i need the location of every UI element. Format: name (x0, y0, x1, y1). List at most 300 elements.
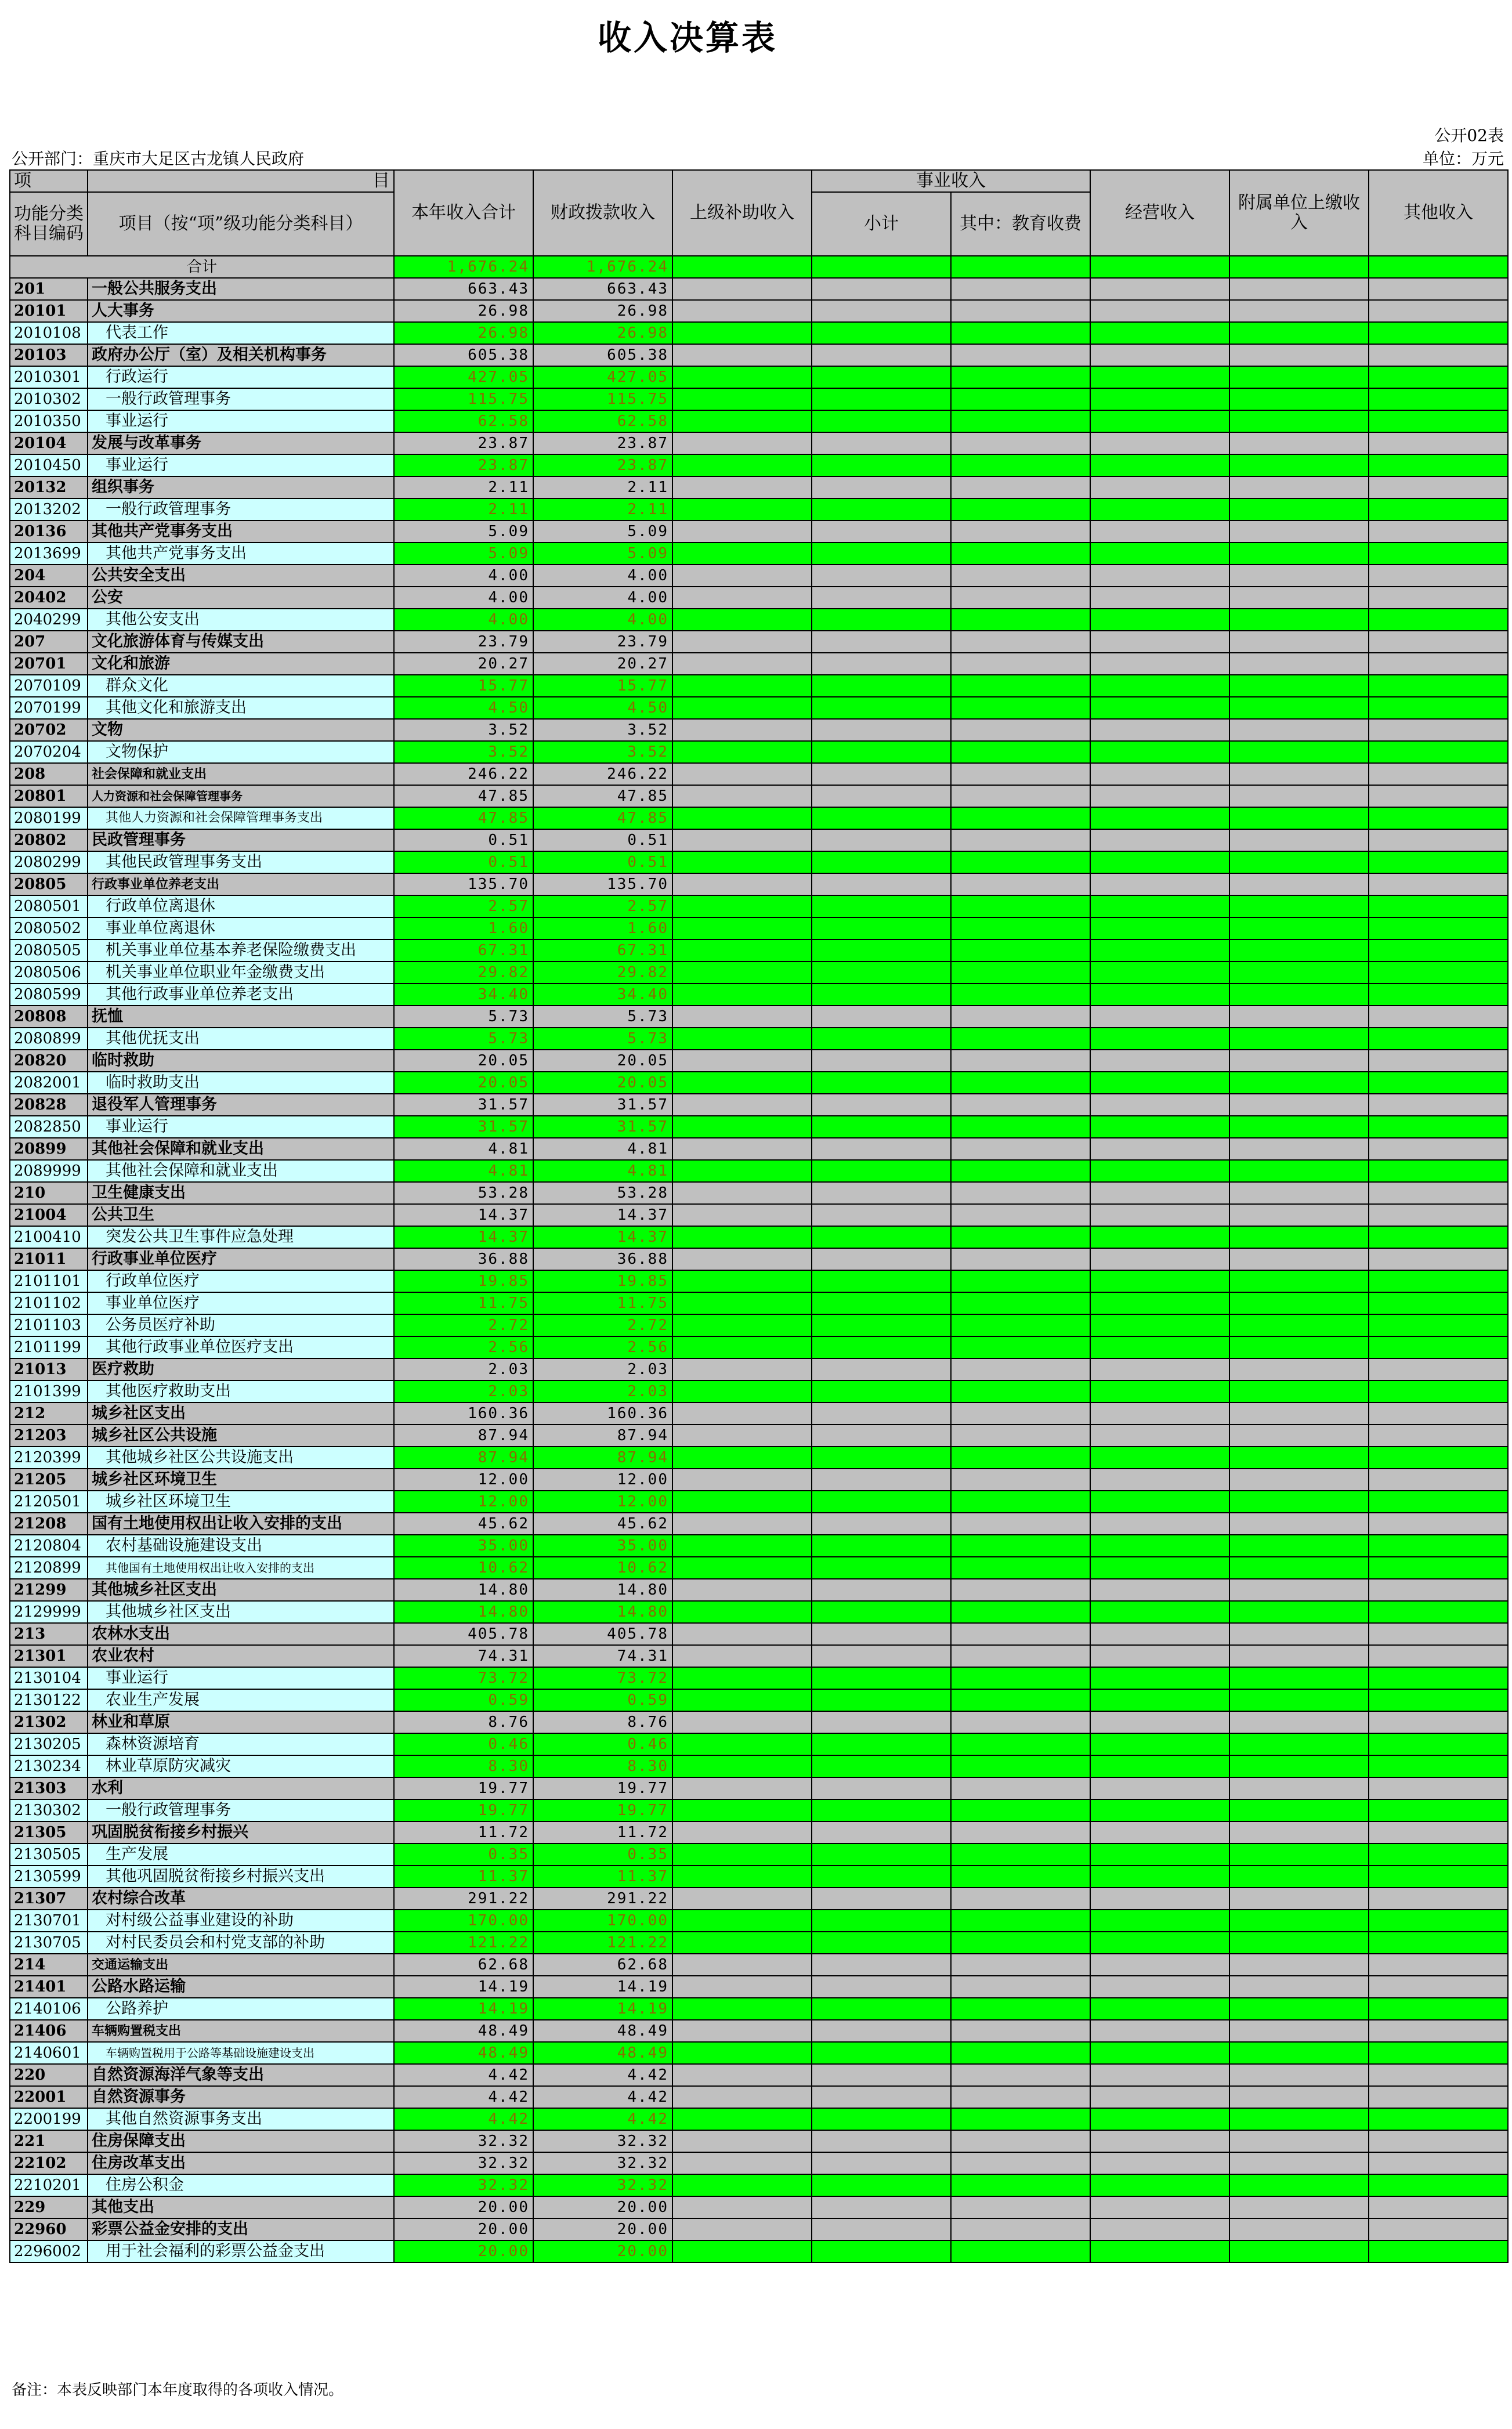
row-fiscal: 2.03 (533, 1380, 672, 1403)
row-empty-cell (1369, 1248, 1508, 1270)
row-empty-cell (812, 1799, 951, 1821)
row-empty-cell (1090, 1976, 1229, 1998)
row-empty-cell (672, 565, 812, 587)
row-total: 15.77 (394, 675, 533, 697)
row-total: 26.98 (394, 300, 533, 322)
row-empty-cell (1229, 565, 1369, 587)
row-name: 代表工作 (88, 322, 394, 344)
table-row (10, 631, 1508, 653)
table-row (10, 741, 1508, 763)
row-fiscal: 4.81 (533, 1160, 672, 1182)
row-empty-cell (672, 1799, 812, 1821)
table-row (10, 278, 1508, 300)
row-name: 其他支出 (88, 2196, 394, 2218)
row-empty-cell (1369, 1270, 1508, 1292)
row-empty-cell (1229, 962, 1369, 984)
row-empty-cell (812, 697, 951, 719)
row-code: 2010108 (10, 322, 88, 344)
row-empty-cell (951, 697, 1090, 719)
row-name: 事业运行 (88, 1667, 394, 1689)
row-empty-cell (812, 1645, 951, 1667)
row-code: 2010350 (10, 410, 88, 432)
row-name: 行政运行 (88, 366, 394, 388)
row-name: 自然资源海洋气象等支出 (88, 2064, 394, 2086)
row-code: 2010301 (10, 366, 88, 388)
row-total: 45.62 (394, 1513, 533, 1535)
table-row (10, 719, 1508, 741)
row-empty-cell (1369, 1535, 1508, 1557)
row-empty-cell (1090, 454, 1229, 476)
row-total: 4.00 (394, 565, 533, 587)
row-empty-cell (672, 1006, 812, 1028)
row-total: 29.82 (394, 962, 533, 984)
row-name: 农村基础设施建设支出 (88, 1535, 394, 1557)
row-empty-cell (951, 1535, 1090, 1557)
row-empty-cell (812, 1182, 951, 1204)
row-code: 2013699 (10, 543, 88, 565)
row-empty-cell (1090, 2196, 1229, 2218)
total-fiscal: 1,676.24 (533, 256, 672, 278)
table-row (10, 1469, 1508, 1491)
row-fiscal: 121.22 (533, 1932, 672, 1954)
row-empty-cell (1090, 2218, 1229, 2240)
row-empty-cell (1369, 1072, 1508, 1094)
row-total: 19.85 (394, 1270, 533, 1292)
row-empty-cell (812, 587, 951, 609)
row-code: 21307 (10, 1888, 88, 1910)
row-empty-cell (1369, 1601, 1508, 1623)
row-empty-cell (672, 410, 812, 432)
row-empty-cell (672, 1072, 812, 1094)
row-empty-cell (1369, 1579, 1508, 1601)
row-empty-cell (672, 1270, 812, 1292)
row-empty-cell (812, 2196, 951, 2218)
row-empty-cell (1090, 1050, 1229, 1072)
row-empty-cell (951, 1910, 1090, 1932)
row-empty-cell (812, 2108, 951, 2130)
table-row (10, 1292, 1508, 1314)
row-total: 73.72 (394, 1667, 533, 1689)
row-fiscal: 26.98 (533, 300, 672, 322)
row-empty-cell (1090, 1998, 1229, 2020)
row-empty-cell (951, 1821, 1090, 1844)
row-empty-cell (812, 1270, 951, 1292)
row-empty-cell (1090, 322, 1229, 344)
row-empty-cell (951, 565, 1090, 587)
row-empty-cell (1369, 1711, 1508, 1733)
row-fiscal: 5.09 (533, 543, 672, 565)
row-empty-cell (812, 873, 951, 895)
row-empty-cell (1369, 917, 1508, 939)
row-empty-cell (1369, 366, 1508, 388)
row-empty-cell (1090, 1292, 1229, 1314)
row-empty-cell (951, 1491, 1090, 1513)
row-empty-cell (1090, 1513, 1229, 1535)
row-total: 115.75 (394, 388, 533, 410)
table-row (10, 1733, 1508, 1755)
income-table (9, 169, 1509, 2263)
row-fiscal: 20.00 (533, 2240, 672, 2262)
row-empty-cell (812, 1403, 951, 1425)
table-row (10, 1094, 1508, 1116)
row-empty-cell (1229, 2130, 1369, 2152)
row-name: 国有土地使用权出让收入安排的支出 (88, 1513, 394, 1535)
row-name: 城乡社区支出 (88, 1403, 394, 1425)
row-empty-cell (672, 322, 812, 344)
row-empty-cell (812, 2152, 951, 2174)
row-empty-cell (1090, 1844, 1229, 1866)
row-empty-cell (1229, 1954, 1369, 1976)
table-row (10, 1711, 1508, 1733)
row-fiscal: 2.57 (533, 895, 672, 917)
row-empty-cell (672, 1182, 812, 1204)
row-empty-cell (1090, 1138, 1229, 1160)
table-row (10, 1689, 1508, 1711)
row-empty-cell (1369, 1733, 1508, 1755)
row-empty-cell (1229, 1403, 1369, 1425)
row-empty-cell (1090, 498, 1229, 520)
row-empty-cell (1090, 1645, 1229, 1667)
row-empty-cell (1229, 1447, 1369, 1469)
row-empty-cell (951, 2240, 1090, 2262)
row-empty-cell (1090, 1403, 1229, 1425)
row-empty-cell (951, 1425, 1090, 1447)
row-empty-cell (1090, 1755, 1229, 1777)
row-empty-cell (1369, 1380, 1508, 1403)
row-total: 14.37 (394, 1204, 533, 1226)
row-empty-cell (1369, 1491, 1508, 1513)
row-empty-cell (812, 1667, 951, 1689)
row-empty-cell (812, 1094, 951, 1116)
table-row (10, 873, 1508, 895)
row-name: 用于社会福利的彩票公益金支出 (88, 2240, 394, 2262)
row-empty-cell (1090, 785, 1229, 807)
row-empty-cell (812, 2020, 951, 2042)
row-empty-cell (1369, 1910, 1508, 1932)
row-empty-cell (1369, 1050, 1508, 1072)
row-empty-cell (1369, 2042, 1508, 2064)
row-name: 文物保护 (88, 741, 394, 763)
row-empty-cell (1229, 1094, 1369, 1116)
row-empty-cell (1229, 1513, 1369, 1535)
row-empty-cell (812, 1248, 951, 1270)
row-name: 其他巩固脱贫衔接乡村振兴支出 (88, 1866, 394, 1888)
row-name: 文物 (88, 719, 394, 741)
row-empty-cell (672, 1094, 812, 1116)
row-empty-cell (1369, 962, 1508, 984)
row-code: 20808 (10, 1006, 88, 1028)
row-fiscal: 10.62 (533, 1557, 672, 1579)
row-empty-cell (1229, 2108, 1369, 2130)
row-total: 14.80 (394, 1579, 533, 1601)
row-name: 突发公共卫生事件应急处理 (88, 1226, 394, 1248)
row-empty-cell (1090, 1601, 1229, 1623)
row-empty-cell (1369, 675, 1508, 697)
row-total: 605.38 (394, 344, 533, 366)
row-empty-cell (812, 939, 951, 962)
row-empty-cell (812, 675, 951, 697)
row-empty-cell (1229, 675, 1369, 697)
row-name: 林业草原防灾减灾 (88, 1755, 394, 1777)
row-empty-cell (672, 1932, 812, 1954)
row-code: 2140106 (10, 1998, 88, 2020)
row-fiscal: 73.72 (533, 1667, 672, 1689)
row-empty-cell (1369, 1336, 1508, 1358)
row-empty-cell (1369, 1667, 1508, 1689)
row-empty-cell (812, 1314, 951, 1336)
row-fiscal: 14.37 (533, 1204, 672, 1226)
row-name: 其他城乡社区支出 (88, 1601, 394, 1623)
row-fiscal: 26.98 (533, 322, 672, 344)
row-empty-cell (812, 763, 951, 785)
row-empty-cell (951, 873, 1090, 895)
row-name: 公路水路运输 (88, 1976, 394, 1998)
row-code: 2070109 (10, 675, 88, 697)
row-empty-cell (812, 1204, 951, 1226)
row-empty-cell (672, 543, 812, 565)
header-fiscal: 财政拨款收入 (533, 170, 672, 256)
row-empty-cell (672, 278, 812, 300)
row-empty-cell (1229, 410, 1369, 432)
row-code: 2080299 (10, 851, 88, 873)
row-empty-cell (1090, 2108, 1229, 2130)
row-empty-cell (951, 1755, 1090, 1777)
row-empty-cell (951, 1116, 1090, 1138)
row-total: 23.79 (394, 631, 533, 653)
row-empty-cell (951, 1138, 1090, 1160)
row-empty-cell (672, 1976, 812, 1998)
row-name: 临时救助 (88, 1050, 394, 1072)
row-empty-cell (951, 2108, 1090, 2130)
row-empty-cell (1229, 1028, 1369, 1050)
row-empty-cell (672, 1910, 812, 1932)
row-empty-cell (951, 587, 1090, 609)
row-total: 20.00 (394, 2196, 533, 2218)
row-code: 21303 (10, 1777, 88, 1799)
row-empty-cell (672, 609, 812, 631)
row-empty-cell (1229, 1799, 1369, 1821)
row-name: 卫生健康支出 (88, 1182, 394, 1204)
row-name: 机关事业单位职业年金缴费支出 (88, 962, 394, 984)
row-name: 其他自然资源事务支出 (88, 2108, 394, 2130)
row-empty-cell (812, 1623, 951, 1645)
row-total: 14.80 (394, 1601, 533, 1623)
row-empty-cell (1090, 1380, 1229, 1403)
row-empty-cell (1090, 2130, 1229, 2152)
table-row (10, 1050, 1508, 1072)
row-empty-cell (1369, 939, 1508, 962)
table-row (10, 697, 1508, 719)
table-row (10, 388, 1508, 410)
row-fiscal: 4.00 (533, 565, 672, 587)
row-empty-cell (1369, 278, 1508, 300)
row-fiscal: 36.88 (533, 1248, 672, 1270)
row-code: 2130302 (10, 1799, 88, 1821)
row-empty-cell (1369, 1755, 1508, 1777)
row-empty-cell (672, 1314, 812, 1336)
row-name: 其他城乡社区支出 (88, 1579, 394, 1601)
row-empty-cell (951, 2174, 1090, 2196)
row-code: 2120399 (10, 1447, 88, 1469)
row-empty-cell (1090, 1623, 1229, 1645)
row-name: 其他优抚支出 (88, 1028, 394, 1050)
header-code: 功能分类科目编码 (10, 192, 88, 256)
row-empty-cell (812, 1116, 951, 1138)
row-empty-cell (672, 763, 812, 785)
table-row (10, 1182, 1508, 1204)
row-empty-cell (1229, 984, 1369, 1006)
row-empty-cell (1369, 1358, 1508, 1380)
row-total: 8.30 (394, 1755, 533, 1777)
row-empty-cell (1229, 476, 1369, 498)
row-empty-cell (672, 1844, 812, 1866)
row-fiscal: 115.75 (533, 388, 672, 410)
row-total: 34.40 (394, 984, 533, 1006)
table-row (10, 675, 1508, 697)
row-empty-cell (812, 1050, 951, 1072)
row-total: 2.57 (394, 895, 533, 917)
row-empty-cell (1229, 1469, 1369, 1491)
row-empty-cell (672, 1866, 812, 1888)
row-name: 事业运行 (88, 454, 394, 476)
table-row (10, 2042, 1508, 2064)
row-empty-cell (812, 1733, 951, 1755)
row-fiscal: 48.49 (533, 2042, 672, 2064)
row-empty-cell (1369, 1844, 1508, 1866)
table-row (10, 1072, 1508, 1094)
row-empty-cell (1229, 895, 1369, 917)
row-fiscal: 3.52 (533, 719, 672, 741)
total-label: 合计 (10, 256, 394, 278)
row-total: 87.94 (394, 1425, 533, 1447)
row-name: 事业单位离退休 (88, 917, 394, 939)
table-row (10, 1358, 1508, 1380)
row-empty-cell (672, 1469, 812, 1491)
row-fiscal: 5.09 (533, 520, 672, 543)
row-code: 20103 (10, 344, 88, 366)
row-empty-cell (672, 1711, 812, 1733)
row-empty-cell (812, 1469, 951, 1491)
row-empty-cell (672, 2218, 812, 2240)
row-name: 森林资源培育 (88, 1733, 394, 1755)
row-empty-cell (812, 278, 951, 300)
row-name: 其他公安支出 (88, 609, 394, 631)
row-fiscal: 1.60 (533, 917, 672, 939)
row-empty-cell (672, 2174, 812, 2196)
row-empty-cell (951, 631, 1090, 653)
row-empty-cell (1229, 1292, 1369, 1314)
row-code: 2010450 (10, 454, 88, 476)
row-empty-cell (1090, 1535, 1229, 1557)
row-total: 4.00 (394, 587, 533, 609)
row-total: 4.81 (394, 1138, 533, 1160)
row-code: 220 (10, 2064, 88, 2086)
row-empty-cell (1369, 1204, 1508, 1226)
row-empty-cell (951, 895, 1090, 917)
row-empty-cell (1090, 1711, 1229, 1733)
row-empty-cell (951, 1976, 1090, 1998)
row-empty-cell (1369, 1028, 1508, 1050)
row-empty-cell (672, 1733, 812, 1755)
row-name: 其他城乡社区公共设施支出 (88, 1447, 394, 1469)
row-empty-cell (1090, 432, 1229, 454)
row-fiscal: 14.19 (533, 1998, 672, 2020)
row-name: 政府办公厅（室）及相关机构事务 (88, 344, 394, 366)
row-name: 彩票公益金安排的支出 (88, 2218, 394, 2240)
row-empty-cell (672, 697, 812, 719)
row-empty-cell (951, 829, 1090, 851)
row-empty-cell (1090, 2020, 1229, 2042)
row-fiscal: 4.81 (533, 1138, 672, 1160)
row-empty-cell (672, 2108, 812, 2130)
row-empty-cell (812, 741, 951, 763)
row-empty-cell (1090, 2086, 1229, 2108)
row-name: 机关事业单位基本养老保险缴费支出 (88, 939, 394, 962)
row-total: 4.42 (394, 2108, 533, 2130)
row-empty-cell (1090, 1072, 1229, 1094)
row-empty-cell (672, 432, 812, 454)
row-empty-cell (951, 498, 1090, 520)
row-empty-cell (812, 344, 951, 366)
row-total: 405.78 (394, 1623, 533, 1645)
row-name: 车辆购置税支出 (88, 2020, 394, 2042)
row-code: 208 (10, 763, 88, 785)
row-empty-cell (951, 807, 1090, 829)
row-empty-cell (672, 785, 812, 807)
row-empty-cell (672, 1954, 812, 1976)
table-row (10, 520, 1508, 543)
row-empty-cell (951, 520, 1090, 543)
row-fiscal: 48.49 (533, 2020, 672, 2042)
table-row (10, 1755, 1508, 1777)
row-empty-cell (1229, 1358, 1369, 1380)
row-empty-cell (1369, 1292, 1508, 1314)
row-empty-cell (1229, 1667, 1369, 1689)
row-total: 32.32 (394, 2152, 533, 2174)
row-fiscal: 246.22 (533, 763, 672, 785)
row-empty-cell (951, 917, 1090, 939)
row-empty-cell (672, 1535, 812, 1557)
row-empty-cell (1369, 1888, 1508, 1910)
row-empty-cell (1229, 1226, 1369, 1248)
row-empty-cell (1090, 476, 1229, 498)
row-empty-cell (951, 1557, 1090, 1579)
row-empty-cell (951, 1711, 1090, 1733)
row-fiscal: 67.31 (533, 939, 672, 962)
row-code: 2200199 (10, 2108, 88, 2130)
row-total: 2.11 (394, 476, 533, 498)
row-name: 一般行政管理事务 (88, 388, 394, 410)
row-name: 农村综合改革 (88, 1888, 394, 1910)
row-empty-cell (951, 322, 1090, 344)
row-name: 其他行政事业单位养老支出 (88, 984, 394, 1006)
row-fiscal: 35.00 (533, 1535, 672, 1557)
row-fiscal: 23.87 (533, 454, 672, 476)
row-empty-cell (1090, 1336, 1229, 1358)
row-fiscal: 29.82 (533, 962, 672, 984)
table-row (10, 962, 1508, 984)
row-empty-cell (1229, 1645, 1369, 1667)
row-fiscal: 4.42 (533, 2064, 672, 2086)
row-empty-cell (1090, 565, 1229, 587)
row-empty-cell (1369, 388, 1508, 410)
row-empty-cell (1090, 1799, 1229, 1821)
row-empty-cell (951, 454, 1090, 476)
row-empty-cell (1369, 543, 1508, 565)
row-empty-cell (672, 2152, 812, 2174)
row-empty-cell (812, 1866, 951, 1888)
department-label: 公开部门：重庆市大足区古龙镇人民政府 (12, 149, 305, 168)
